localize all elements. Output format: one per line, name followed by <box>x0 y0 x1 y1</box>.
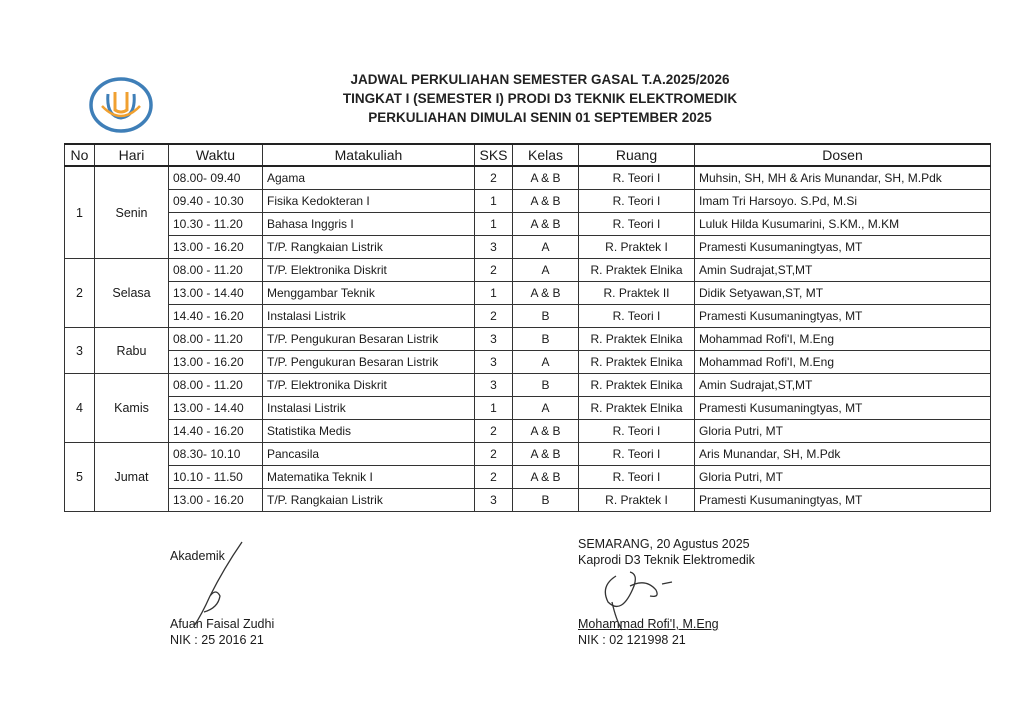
table-row <box>65 166 991 190</box>
credits-cell: 3 <box>475 236 513 259</box>
handwritten-signature-left <box>180 538 260 630</box>
table-row <box>65 282 991 305</box>
class-cell: A <box>513 351 579 374</box>
course-cell: Instalasi Listrik <box>263 397 475 420</box>
room-cell: R. Praktek I <box>579 236 695 259</box>
class-cell: A & B <box>513 166 579 190</box>
course-cell: T/P. Rangkaian Listrik <box>263 489 475 512</box>
lecturer-cell: Muhsin, SH, MH & Aris Munandar, SH, M.Pdk <box>695 166 991 190</box>
credits-cell: 1 <box>475 282 513 305</box>
day-number-cell: 3 <box>65 328 95 374</box>
table-row <box>65 420 991 443</box>
lecturer-cell: Pramesti Kusumaningtyas, MT <box>695 397 991 420</box>
credits-cell: 2 <box>475 259 513 282</box>
table-row <box>65 328 991 351</box>
signature-place-date: SEMARANG, 20 Agustus 2025 <box>578 537 750 551</box>
class-cell: A & B <box>513 213 579 236</box>
room-cell: R. Praktek I <box>579 489 695 512</box>
course-cell: T/P. Elektronika Diskrit <box>263 374 475 397</box>
handwritten-signature-right <box>586 556 696 636</box>
table-row <box>65 236 991 259</box>
lecturer-cell: Imam Tri Harsoyo. S.Pd, M.Si <box>695 190 991 213</box>
credits-cell: 3 <box>475 489 513 512</box>
lecturer-cell: Mohammad Rofi'I, M.Eng <box>695 328 991 351</box>
credits-cell: 1 <box>475 213 513 236</box>
course-cell: Fisika Kedokteran I <box>263 190 475 213</box>
lecturer-cell: Pramesti Kusumaningtyas, MT <box>695 489 991 512</box>
lecturer-cell: Pramesti Kusumaningtyas, MT <box>695 236 991 259</box>
document-heading <box>220 70 860 127</box>
day-number-cell: 5 <box>65 443 95 512</box>
room-cell: R. Teori I <box>579 420 695 443</box>
time-cell: 08.00 - 11.20 <box>169 328 263 351</box>
class-cell: A & B <box>513 443 579 466</box>
class-cell: A <box>513 397 579 420</box>
signature-nik: NIK : 25 2016 21 <box>170 633 264 647</box>
course-cell: T/P. Pengukuran Besaran Listrik <box>263 328 475 351</box>
day-number-cell: 2 <box>65 259 95 328</box>
table-row <box>65 466 991 489</box>
credits-cell: 3 <box>475 351 513 374</box>
room-cell: R. Praktek Elnika <box>579 397 695 420</box>
schedule-table <box>64 143 991 512</box>
lecturer-cell: Gloria Putri, MT <box>695 420 991 443</box>
table-row <box>65 190 991 213</box>
time-cell: 10.30 - 11.20 <box>169 213 263 236</box>
room-cell: R. Teori I <box>579 166 695 190</box>
class-cell: B <box>513 489 579 512</box>
class-cell: A & B <box>513 420 579 443</box>
column-header: Hari <box>95 144 169 166</box>
course-cell: Instalasi Listrik <box>263 305 475 328</box>
room-cell: R. Praktek Elnika <box>579 259 695 282</box>
room-cell: R. Teori I <box>579 305 695 328</box>
room-cell: R. Praktek Elnika <box>579 351 695 374</box>
class-cell: B <box>513 305 579 328</box>
table-row <box>65 259 991 282</box>
course-cell: Agama <box>263 166 475 190</box>
table-row <box>65 489 991 512</box>
time-cell: 09.40 - 10.30 <box>169 190 263 213</box>
course-cell: Menggambar Teknik <box>263 282 475 305</box>
credits-cell: 1 <box>475 397 513 420</box>
course-cell: Bahasa Inggris I <box>263 213 475 236</box>
time-cell: 08.00 - 11.20 <box>169 374 263 397</box>
signature-nik: NIK : 02 121998 21 <box>578 633 686 647</box>
time-cell: 13.00 - 16.20 <box>169 236 263 259</box>
class-cell: A <box>513 236 579 259</box>
class-cell: A & B <box>513 282 579 305</box>
day-name-cell: Selasa <box>95 259 169 328</box>
course-cell: T/P. Elektronika Diskrit <box>263 259 475 282</box>
signature-name: Afuan Faisal Zudhi <box>170 617 275 631</box>
course-cell: T/P. Pengukuran Besaran Listrik <box>263 351 475 374</box>
column-header: SKS <box>475 144 513 166</box>
room-cell: R. Teori I <box>579 190 695 213</box>
time-cell: 13.00 - 14.40 <box>169 282 263 305</box>
time-cell: 08.00 - 11.20 <box>169 259 263 282</box>
column-header: Dosen <box>695 144 991 166</box>
course-cell: Matematika Teknik I <box>263 466 475 489</box>
class-cell: B <box>513 328 579 351</box>
lecturer-cell: Amin Sudrajat,ST,MT <box>695 259 991 282</box>
class-cell: B <box>513 374 579 397</box>
time-cell: 10.10 - 11.50 <box>169 466 263 489</box>
column-header: Kelas <box>513 144 579 166</box>
column-header: Matakuliah <box>263 144 475 166</box>
lecturer-cell: Didik Setyawan,ST, MT <box>695 282 991 305</box>
time-cell: 13.00 - 16.20 <box>169 489 263 512</box>
time-cell: 08.00- 09.40 <box>169 166 263 190</box>
time-cell: 14.40 - 16.20 <box>169 305 263 328</box>
time-cell: 08.30- 10.10 <box>169 443 263 466</box>
credits-cell: 2 <box>475 443 513 466</box>
credits-cell: 2 <box>475 305 513 328</box>
time-cell: 14.40 - 16.20 <box>169 420 263 443</box>
room-cell: R. Teori I <box>579 443 695 466</box>
heading-line-3: PERKULIAHAN DIMULAI SENIN 01 SEPTEMBER 2025 <box>368 110 712 125</box>
room-cell: R. Praktek II <box>579 282 695 305</box>
lecturer-cell: Luluk Hilda Kusumarini, S.KM., M.KM <box>695 213 991 236</box>
credits-cell: 2 <box>475 166 513 190</box>
course-cell: Pancasila <box>263 443 475 466</box>
class-cell: A & B <box>513 466 579 489</box>
course-cell: Statistika Medis <box>263 420 475 443</box>
institution-logo <box>88 76 154 134</box>
day-number-cell: 1 <box>65 166 95 259</box>
room-cell: R. Praktek Elnika <box>579 328 695 351</box>
lecturer-cell: Mohammad Rofi'I, M.Eng <box>695 351 991 374</box>
day-number-cell: 4 <box>65 374 95 443</box>
lecturer-cell: Amin Sudrajat,ST,MT <box>695 374 991 397</box>
table-header-row <box>65 144 991 166</box>
room-cell: R. Teori I <box>579 466 695 489</box>
table-row <box>65 305 991 328</box>
signature-role: Kaprodi D3 Teknik Elektromedik <box>578 553 755 567</box>
class-cell: A & B <box>513 190 579 213</box>
table-row <box>65 374 991 397</box>
table-row <box>65 213 991 236</box>
day-name-cell: Senin <box>95 166 169 259</box>
heading-line-1: JADWAL PERKULIAHAN SEMESTER GASAL T.A.2025/2026 <box>350 72 730 87</box>
column-header: No <box>65 144 95 166</box>
day-name-cell: Jumat <box>95 443 169 512</box>
column-header: Ruang <box>579 144 695 166</box>
course-cell: T/P. Rangkaian Listrik <box>263 236 475 259</box>
time-cell: 13.00 - 14.40 <box>169 397 263 420</box>
credits-cell: 3 <box>475 374 513 397</box>
day-name-cell: Kamis <box>95 374 169 443</box>
heading-line-2: TINGKAT I (SEMESTER I) PRODI D3 TEKNIK ELEKTROMEDIK <box>342 91 738 106</box>
room-cell: R. Praktek Elnika <box>579 374 695 397</box>
credits-cell: 2 <box>475 420 513 443</box>
signature-role: Akademik <box>170 549 225 563</box>
day-name-cell: Rabu <box>95 328 169 374</box>
class-cell: A <box>513 259 579 282</box>
column-header: Waktu <box>169 144 263 166</box>
signature-name: Mohammad Rofi'I, M.Eng <box>578 617 719 631</box>
lecturer-cell: Gloria Putri, MT <box>695 466 991 489</box>
time-cell: 13.00 - 16.20 <box>169 351 263 374</box>
table-row <box>65 351 991 374</box>
room-cell: R. Teori I <box>579 213 695 236</box>
table-row <box>65 443 991 466</box>
lecturer-cell: Pramesti Kusumaningtyas, MT <box>695 305 991 328</box>
table-row <box>65 397 991 420</box>
credits-cell: 2 <box>475 466 513 489</box>
lecturer-cell: Aris Munandar, SH, M.Pdk <box>695 443 991 466</box>
credits-cell: 1 <box>475 190 513 213</box>
schedule-body <box>65 166 991 512</box>
credits-cell: 3 <box>475 328 513 351</box>
